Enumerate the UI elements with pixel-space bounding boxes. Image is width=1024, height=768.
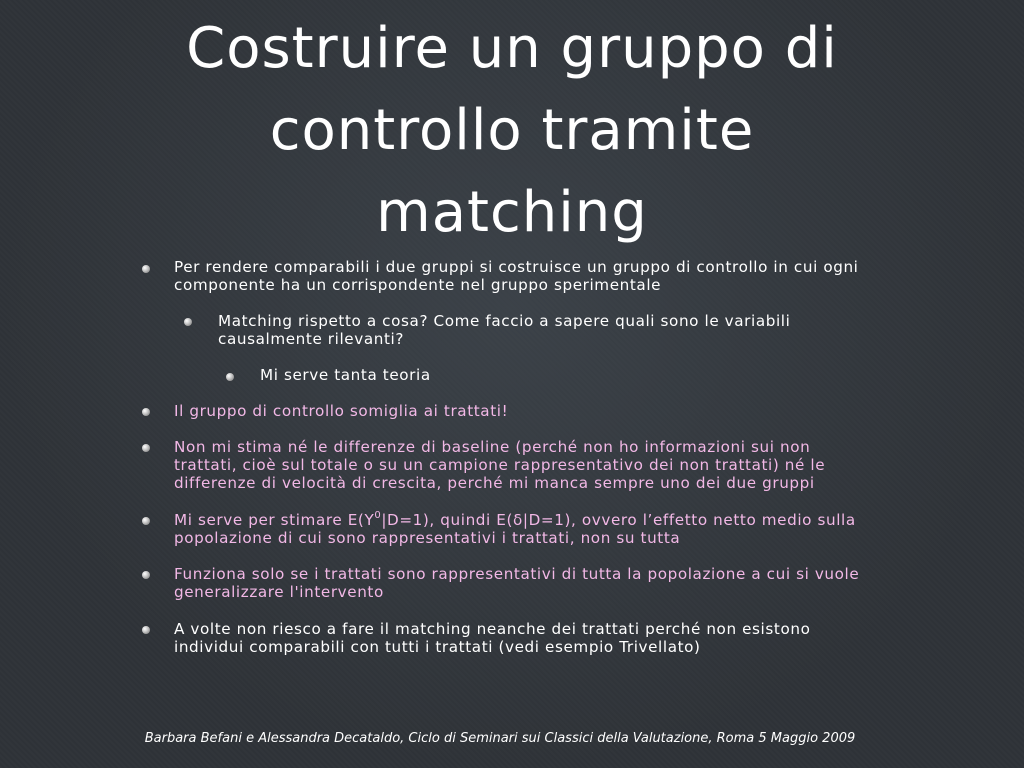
bullet-line: Mi serve tanta teoria xyxy=(260,366,431,384)
bullet-line: popolazione di cui sono rappresentativi i trattati, non su tutta xyxy=(174,529,681,547)
slide-footer: Barbara Befani e Alessandra Decataldo, Ciclo di Seminari sui Classici della Valutazione, Roma 5 Maggio 2009 xyxy=(144,731,856,746)
bullet-text: |D=1), quindi E(δ|D=1), ovvero l’effetto netto medio sulla xyxy=(381,511,856,529)
bullet-line: A volte non riesco a fare il matching neanche dei trattati perché non esistono xyxy=(174,620,811,638)
superscript: 0 xyxy=(374,509,382,521)
bullet-icon xyxy=(226,373,234,381)
bullet-item xyxy=(218,312,918,348)
bullet-item xyxy=(174,438,954,492)
bullet-item xyxy=(174,511,954,547)
bullet-line: Il gruppo di controllo somiglia ai trattati! xyxy=(174,402,509,420)
bullet-line: Funziona solo se i trattati sono rappresentativi di tutta la popolazione a cui si vuole xyxy=(174,565,860,583)
bullet-icon xyxy=(142,408,150,416)
bullet-text: Mi serve per stimare E(Y xyxy=(174,511,375,529)
bullet-line: trattati, cioè sul totale o su un campione rappresentativo dei non trattati) né le xyxy=(174,456,826,474)
title-line: matching xyxy=(376,180,648,245)
bullet-item xyxy=(260,366,860,384)
bullet-item xyxy=(174,258,954,294)
bullet-icon xyxy=(184,318,192,326)
bullet-item xyxy=(174,620,954,656)
title-line: Costruire un gruppo di xyxy=(186,16,838,81)
title-line: controllo tramite xyxy=(269,98,755,163)
bullet-line: Non mi stima né le differenze di baseline (perché non ho informazioni sui non xyxy=(174,438,811,456)
bullet-line: Matching rispetto a cosa? Come faccio a sapere quali sono le variabili xyxy=(218,312,791,330)
bullet-icon xyxy=(142,265,150,273)
bullet-line xyxy=(174,511,954,529)
bullet-icon xyxy=(142,517,150,525)
bullet-line: generalizzare l'intervento xyxy=(174,583,384,601)
bullet-icon xyxy=(142,571,150,579)
bullet-line: differenze di velocità di crescita, perché mi manca sempre uno dei due gruppi xyxy=(174,474,815,492)
slide-title xyxy=(112,8,912,254)
bullet-item xyxy=(174,565,954,601)
bullet-icon xyxy=(142,444,150,452)
bullet-line: individui comparabili con tutti i trattati (vedi esempio Trivellato) xyxy=(174,638,701,656)
bullet-item xyxy=(174,402,954,420)
bullet-line: componente ha un corrispondente nel gruppo sperimentale xyxy=(174,276,662,294)
bullet-line: causalmente rilevanti? xyxy=(218,330,404,348)
bullet-line: Per rendere comparabili i due gruppi si costruisce un gruppo di controllo in cui ogni xyxy=(174,258,859,276)
bullet-icon xyxy=(142,626,150,634)
